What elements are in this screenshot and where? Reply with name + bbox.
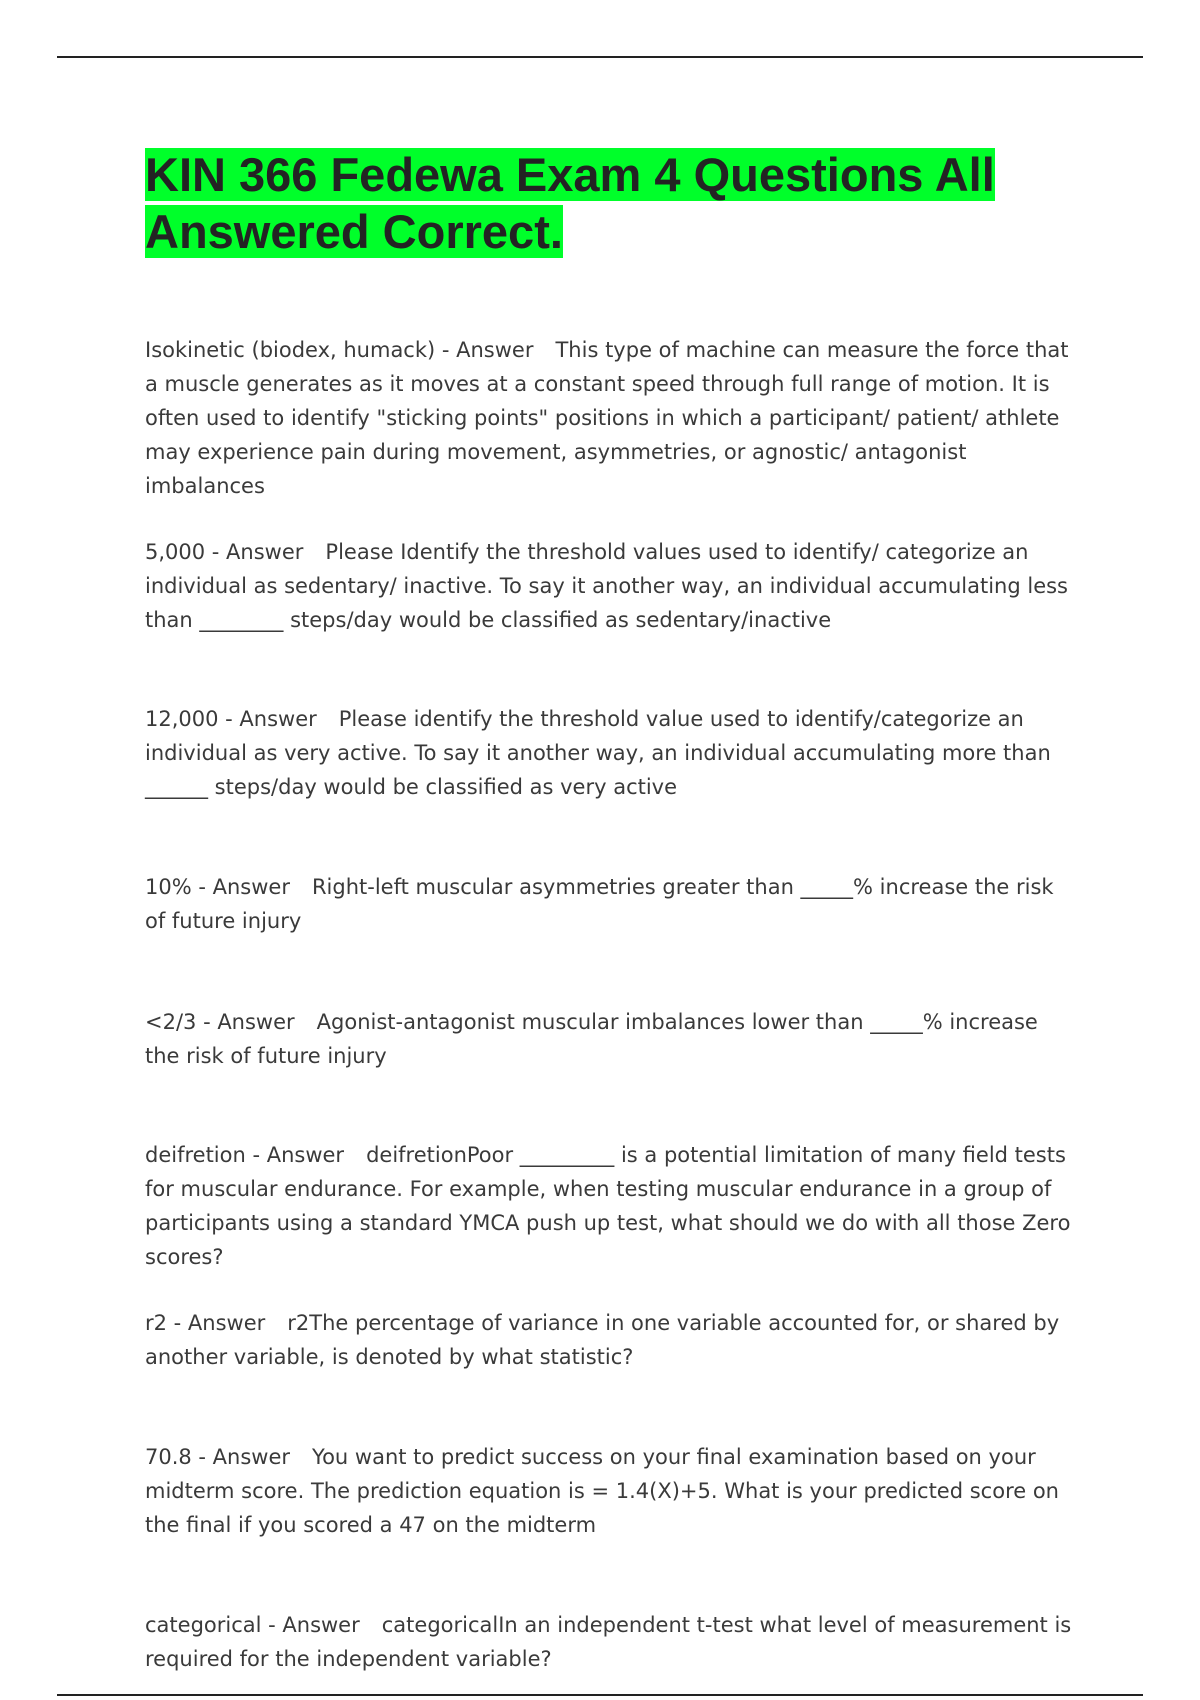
answer-text: categorical - Answer — [145, 1613, 360, 1637]
question-text: deifretionPoor _________ is a potential limitation of many field tests for muscular endurance. For example, when testing muscular endurance in a group of participants using a standard YMCA push up test, what should we do with all those Zero scores? — [145, 1143, 1071, 1269]
qa-item — [145, 1138, 1075, 1274]
question-text: You want to predict success on your final examination based on your midterm score. The prediction equation is = 1.4(X)+5. What is your predicted score on the final if you scored a 47 on the midterm — [145, 1445, 1059, 1537]
question-text: r2The percentage of variance in one variable accounted for, or shared by another variable, is denoted by what statistic? — [145, 1311, 1060, 1369]
answer-text: 12,000 - Answer — [145, 707, 317, 731]
question-text: This type of machine can measure the force that a muscle generates as it moves at a constant speed through full range of motion. It is often used to identify "sticking points" positions in which a participant/ patient/ athlete may experience pain during movement, asymmetries, or agnostic/ antagonist imbalances — [145, 338, 1069, 498]
answer-text: deifretion - Answer — [145, 1143, 345, 1167]
question-text: categoricalIn an independent t-test what level of measurement is required for the independent variable? — [145, 1613, 1072, 1671]
question-text: Please identify the threshold value used to identify/categorize an individual as very active. To say it another way, an individual accumulating more than ______ steps/day would be classified as very active — [145, 707, 1051, 799]
title-highlight: KIN 366 Fedewa Exam 4 Questions All Answered Correct. — [145, 148, 995, 258]
footer-divider — [57, 1694, 1143, 1696]
question-text: Agonist-antagonist muscular imbalances lower than _____% increase the risk of future injury — [145, 1010, 1038, 1068]
question-text: Right-left muscular asymmetries greater than _____% increase the risk of future injury — [145, 875, 1054, 933]
qa-item — [145, 1005, 1075, 1073]
header-divider — [57, 56, 1143, 58]
answer-text: 70.8 - Answer — [145, 1445, 291, 1469]
qa-item — [145, 870, 1075, 938]
qa-item — [145, 333, 1075, 503]
answer-text: 5,000 - Answer — [145, 540, 304, 564]
answer-text: 10% - Answer — [145, 875, 290, 899]
title-block — [145, 146, 1065, 260]
question-text: Please Identify the threshold values used to identify/ categorize an individual as sedentary/ inactive. To say it another way, an individual accumulating less than ________ steps/day would be classified as sedentary/inactive — [145, 540, 1068, 632]
qa-item — [145, 1306, 1075, 1374]
qa-item — [145, 1440, 1075, 1542]
qa-item — [145, 1608, 1075, 1676]
answer-text: Isokinetic (biodex, humack) - Answer — [145, 338, 534, 362]
qa-item — [145, 702, 1075, 804]
qa-item — [145, 535, 1075, 637]
document-title — [145, 146, 1065, 260]
answer-text: r2 - Answer — [145, 1311, 266, 1335]
answer-text: <2/3 - Answer — [145, 1010, 295, 1034]
